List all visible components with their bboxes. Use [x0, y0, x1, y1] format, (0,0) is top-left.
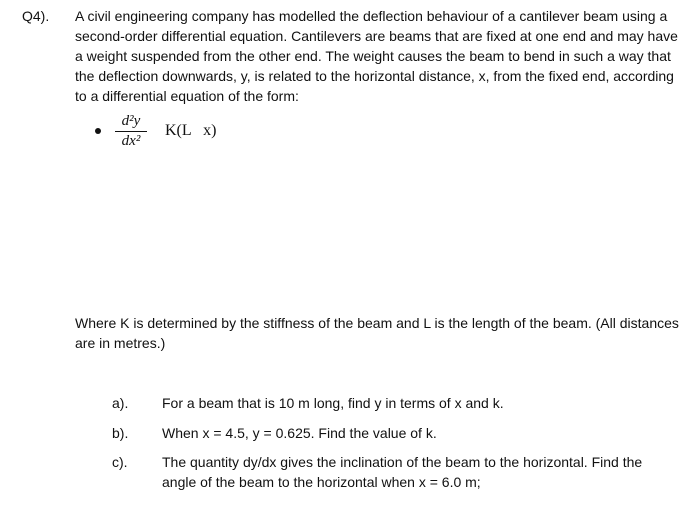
- question-intro: A civil engineering company has modelled the deflection behaviour of a cantilever beam using a second-order differential equation. Cantilevers are beams that are fixed at one end and may have a weight suspended from the other end. The weight causes the beam to bend in such a way that the deflection downwards, y, is related to the horizontal distance, x, from the fixed end, according to a differential equation of the form:: [75, 8, 678, 104]
- fraction-bar: [115, 131, 147, 132]
- part-label-b: b).: [112, 425, 129, 441]
- fraction-numerator: d²y: [121, 113, 141, 129]
- question-number: Q4).: [22, 8, 50, 24]
- part-text-c: The quantity dy/dx gives the inclination of the beam to the horizontal. Find the angle of the beam to the horizontal when x = 6.0 m;: [162, 454, 643, 490]
- part-label-a: a).: [112, 395, 129, 411]
- bullet-icon: [95, 128, 101, 134]
- fraction-denominator: dx²: [121, 133, 141, 149]
- second-derivative-fraction: [115, 113, 147, 150]
- variable-definition: Where K is determined by the stiffness of the beam and L is the length of the beam. (All distances are in metres.): [75, 315, 679, 351]
- differential-equation: [95, 113, 295, 163]
- part-text-b: When x = 4.5, y = 0.625. Find the value of k.: [162, 425, 437, 441]
- part-text-a: For a beam that is 10 m long, find y in terms of x and k.: [162, 395, 504, 411]
- part-label-c: c).: [112, 454, 128, 470]
- equation-right-side: K(L x): [165, 122, 217, 139]
